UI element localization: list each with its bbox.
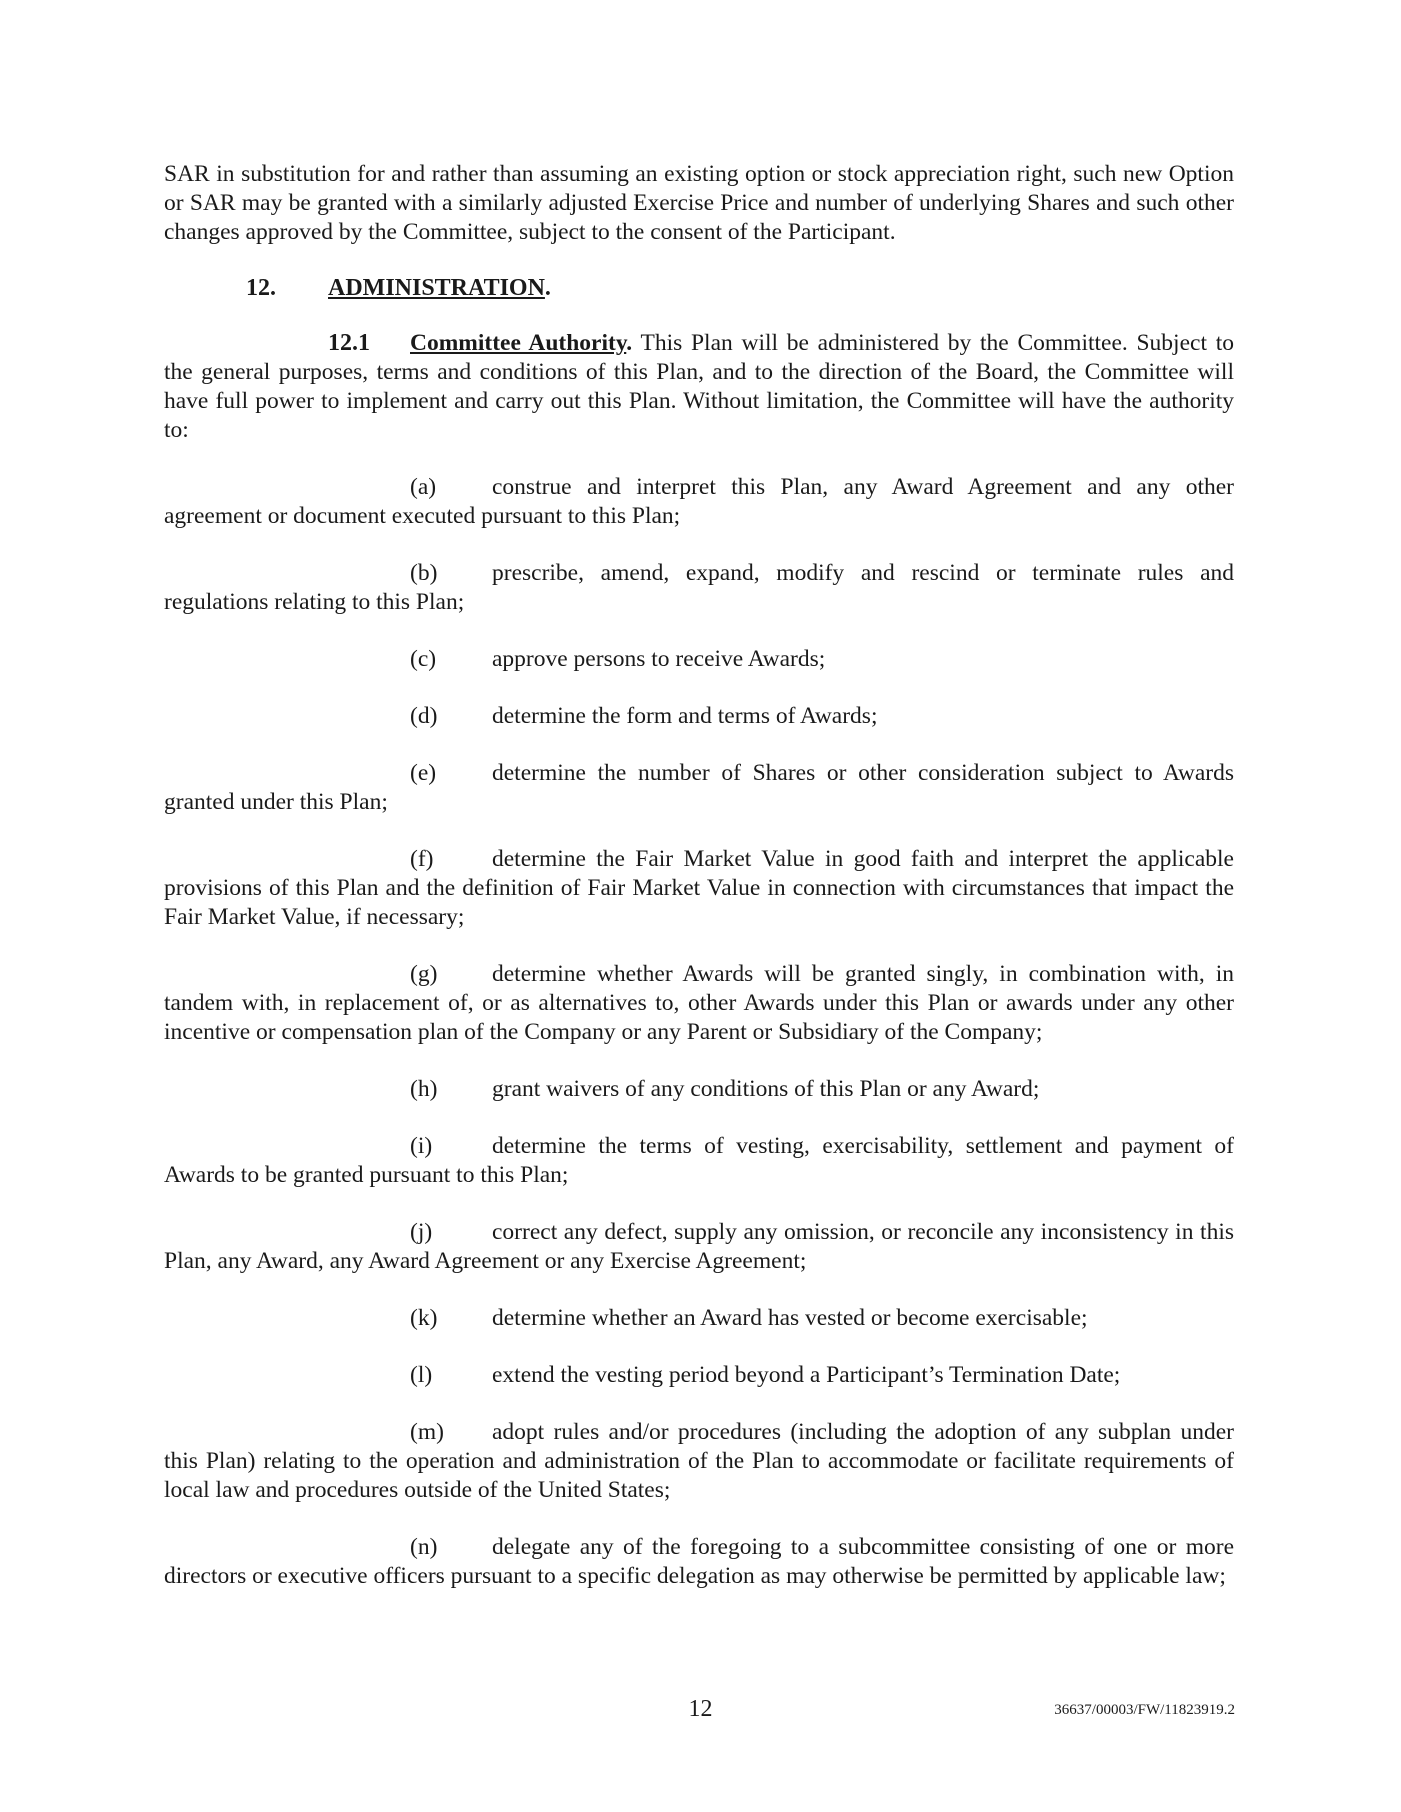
list-item-text: determine whether Awards will be granted singly, in combination with, in tandem with, in replacement of, or as alternatives to, other Awards under this Plan or awards under any other incentive or compensation plan of the Company or any Parent or Subsidiary of the Company; <box>164 961 1234 1045</box>
subsection-paragraph <box>164 329 1234 445</box>
list-item-marker: (a) <box>410 474 437 500</box>
list-item <box>164 1418 1234 1505</box>
list-item-text: adopt rules and/or procedures (including the adoption of any subplan under this Plan) relating to the operation and administration of the Plan to accommodate or facilitate requirements of local law and procedures outside of the United States; <box>164 1419 1234 1503</box>
list-item-text: determine the Fair Market Value in good faith and interpret the applicable provisions of this Plan and the definition of Fair Market Value in connection with circumstances that impact the Fair Market Value, if necessary; <box>164 846 1234 930</box>
list-item-text: determine the form and terms of Awards; <box>492 703 878 729</box>
list-item-text: determine the terms of vesting, exercisability, settlement and payment of Awards to be granted pursuant to this Plan; <box>164 1133 1234 1188</box>
list-item-marker: (d) <box>410 703 438 729</box>
list-item-text: construe and interpret this Plan, any Award Agreement and any other agreement or document executed pursuant to this Plan; <box>164 474 1234 529</box>
list-item <box>164 1132 1234 1190</box>
subsection-text: This Plan will be administered by the Committee. Subject to the general purposes, terms and conditions of this Plan, and to the direction of the Board, the Committee will have full power to implement and carry out this Plan. Without limitation, the Committee will have the authority to: <box>164 330 1234 443</box>
page-number: 12 <box>688 1696 713 1722</box>
list-item <box>164 845 1234 932</box>
section-title: ADMINISTRATION <box>328 275 545 301</box>
list-item-text: grant waivers of any conditions of this Plan or any Award; <box>492 1076 1040 1102</box>
list-item-marker: (l) <box>410 1362 433 1388</box>
list-item-marker: (h) <box>410 1076 438 1102</box>
list-item-marker: (m) <box>410 1419 444 1445</box>
list-item <box>164 1304 1234 1333</box>
list-item-text: correct any defect, supply any omission, or reconcile any inconsistency in this Plan, any Award, any Award Agreement or any Exercise Agreement; <box>164 1219 1234 1274</box>
list-item-text: determine whether an Award has vested or become exercisable; <box>492 1305 1088 1331</box>
section-heading <box>246 274 1234 303</box>
list-item <box>164 473 1234 531</box>
list-item-text: approve persons to receive Awards; <box>492 646 826 672</box>
list-item <box>164 1218 1234 1276</box>
list-item <box>164 645 1234 674</box>
list-item-marker: (e) <box>410 760 437 786</box>
list-item-text: extend the vesting period beyond a Participant’s Termination Date; <box>492 1362 1121 1388</box>
list-item-marker: (i) <box>410 1133 433 1159</box>
list-item <box>164 1075 1234 1104</box>
list-item <box>164 960 1234 1047</box>
list-item-text: prescribe, amend, expand, modify and rescind or terminate rules and regulations relating to this Plan; <box>164 560 1234 615</box>
list-item-marker: (n) <box>410 1534 438 1560</box>
list-item <box>164 1533 1234 1591</box>
list-item-marker: (j) <box>410 1219 433 1245</box>
list-item <box>164 559 1234 617</box>
subsection-title: Committee Authority <box>410 330 627 356</box>
list-item-marker: (k) <box>410 1305 438 1331</box>
document-id: 36637/00003/FW/11823919.2 <box>1054 1702 1235 1718</box>
list-item-marker: (f) <box>410 846 434 872</box>
list-item-marker: (g) <box>410 961 438 987</box>
section-title-suffix: . <box>544 275 551 301</box>
list-item-marker: (c) <box>410 646 437 672</box>
section-number: 12. <box>246 275 276 301</box>
list-item-text: determine the number of Shares or other consideration subject to Awards granted under this Plan; <box>164 760 1234 815</box>
continuation-paragraph: SAR in substitution for and rather than assuming an existing option or stock appreciation right, such new Option or SAR may be granted with a similarly adjusted Exercise Price and number of underlying Shares and such other changes approved by the Committee, subject to the consent of the Participant. <box>164 161 1234 245</box>
list-item <box>164 702 1234 731</box>
list-item-marker: (b) <box>410 560 438 586</box>
list-item <box>164 1361 1234 1390</box>
document-page <box>164 160 1234 1619</box>
subsection-title-suffix: . <box>626 330 633 356</box>
list-item-text: delegate any of the foregoing to a subcommittee consisting of one or more directors or executive officers pursuant to a specific delegation as may otherwise be permitted by applicable law; <box>164 1534 1234 1589</box>
list-item <box>164 759 1234 817</box>
subsection-number: 12.1 <box>328 330 370 356</box>
